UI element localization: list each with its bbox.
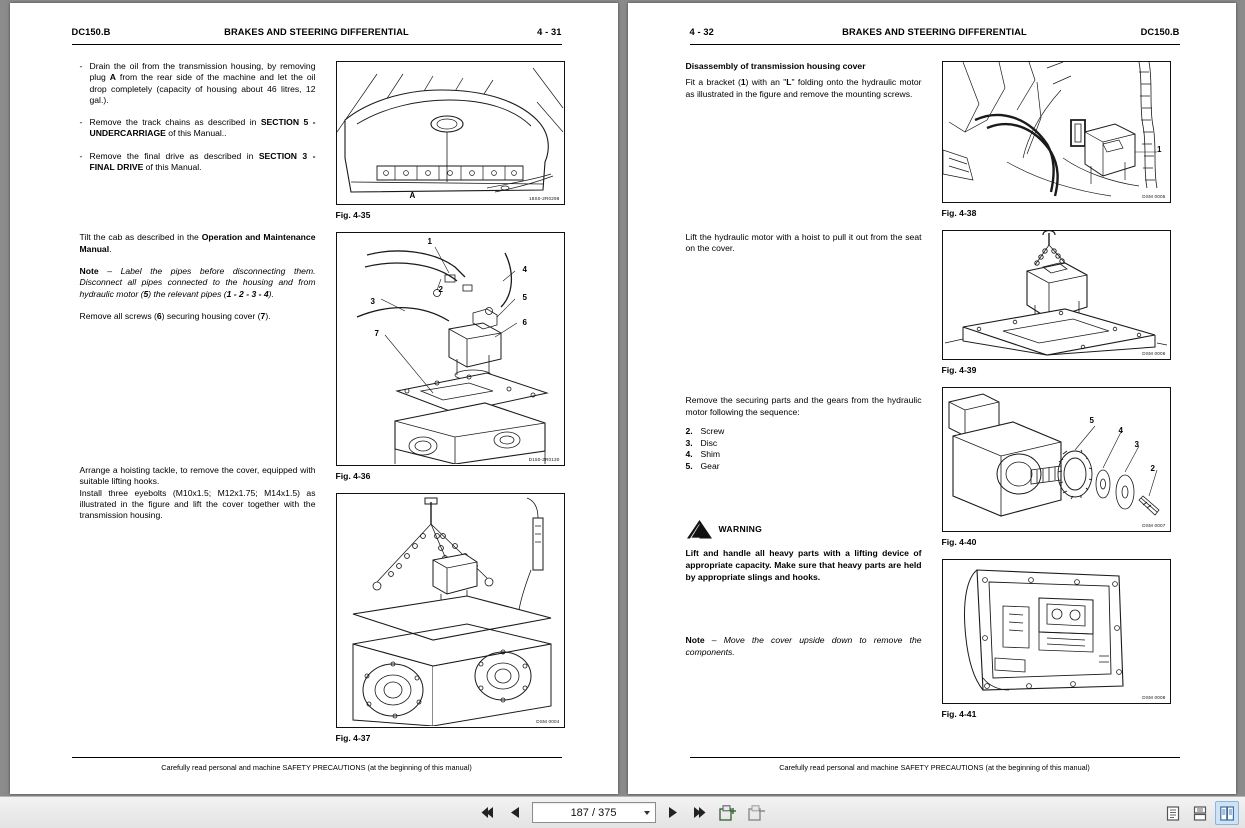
figure-caption-4-37: Fig. 4-37: [335, 733, 371, 743]
sequence-item: [686, 461, 922, 473]
illustration-machine-rear: [337, 62, 564, 203]
figure-image-4-39: [942, 230, 1171, 360]
illustration-gear-shim-disc-screw: [943, 388, 1169, 530]
illustration-bracket-on-motor: [943, 62, 1169, 201]
figure-image-4-40: [942, 387, 1171, 532]
left-page-figure-column: [336, 61, 565, 755]
sequence-label: Gear: [700, 460, 720, 471]
sequence-item: [686, 438, 922, 450]
figure-4-38: [942, 61, 1171, 218]
header-pagenum-right: 4 - 32: [689, 27, 714, 37]
page-navigation-group: [478, 802, 768, 823]
paragraph-note-pipes: Note – Label the pipes before disconnecting them. Disconnect all pipes connected to the housing and from hydraulic motor (5) the relevant pipes (1 - 2 - 3 - 4).: [79, 265, 316, 299]
header-pagenum-left: 4 - 31: [537, 27, 562, 37]
header-model-right: DC150.B: [1140, 27, 1180, 37]
figure-image-4-36: [336, 232, 565, 466]
sequence-number: 2.: [685, 426, 693, 437]
callout-1: 1: [1157, 145, 1162, 154]
bullet-text: Remove the track chains as described in SECTION 5 - UNDERCARRIAGE of this Manual..: [89, 117, 316, 139]
remove-bookmark-icon[interactable]: [746, 803, 768, 823]
bullet-dash: -: [79, 150, 83, 161]
figure-code-4-38: DSM 0005: [1142, 194, 1166, 199]
sequence-list: [686, 426, 922, 472]
callout-4: 4: [1118, 426, 1123, 435]
callout-2: 2: [438, 285, 443, 294]
first-page-icon[interactable]: [478, 803, 498, 823]
figure-4-39: [942, 230, 1171, 375]
figure-code-4-39: DSM 0006: [1142, 351, 1166, 356]
callout-4: 4: [522, 265, 527, 274]
figure-image-4-38: [942, 61, 1171, 203]
sequence-item: [686, 449, 922, 461]
warning-header: [686, 519, 922, 539]
paragraph-fit-bracket: Fit a bracket (1) with an "L" folding onto the hydraulic motor as illustrated in the figure and remove the mounting screws.: [685, 77, 922, 99]
paragraph-note-cover: Note – Move the cover upside down to remove the components.: [685, 635, 922, 657]
page-left[interactable]: [10, 3, 618, 794]
left-bullet-list: [80, 61, 316, 173]
paragraph-remove-parts: Remove the securing parts and the gears from the hydraulic motor following the sequence:: [685, 395, 922, 417]
figure-image-4-41: [942, 559, 1171, 704]
single-page-view-button[interactable]: [1161, 801, 1185, 825]
figure-image-4-35: [336, 61, 565, 205]
figure-image-4-37: [336, 493, 565, 728]
page-right[interactable]: [628, 3, 1236, 794]
sequence-number: 4.: [685, 449, 693, 460]
figure-caption-4-41: Fig. 4-41: [941, 709, 977, 719]
figure-caption-4-40: Fig. 4-40: [941, 537, 977, 547]
figure-4-41: [942, 559, 1171, 719]
page-footer-right: Carefully read personal and machine SAFETY PRECAUTIONS (at the beginning of this manual): [690, 757, 1180, 772]
next-page-icon[interactable]: [663, 803, 683, 823]
illustration-cover-upside-down: [943, 560, 1169, 702]
callout-A: A: [409, 191, 416, 200]
bullet-item: [80, 61, 316, 106]
facing-pages-view-button[interactable]: [1215, 801, 1239, 825]
callout-6: 6: [522, 318, 527, 327]
sequence-number: 3.: [685, 437, 693, 448]
section-title: Disassembly of transmission housing cover: [685, 61, 866, 71]
figure-code-4-37: DSM 0004: [536, 719, 560, 724]
header-model-left: DC150.B: [71, 27, 111, 37]
bullet-item: [80, 117, 316, 140]
bullet-text: Drain the oil from the transmission housing, by removing plug A from the rear side of the machine and let the oil drop completely (capacity of housing about 46 litres, 12 gal.).: [89, 61, 316, 105]
paragraph-remove-screws: Remove all screws (6) securing housing cover (7).: [79, 310, 271, 321]
bullet-text: Remove the final drive as described in SECTION 3 - FINAL DRIVE of this Manual.: [89, 150, 316, 173]
figure-caption-4-39: Fig. 4-39: [941, 365, 977, 375]
page-number-value: 187 / 375: [570, 806, 617, 819]
bullet-item: [80, 151, 316, 174]
warning-triangle-icon: [686, 519, 713, 539]
warning-label: WARNING: [718, 523, 763, 534]
paragraph-hoisting-tackle: Arrange a hoisting tackle, to remove the cover, equipped with suitable lifting hooks.: [79, 465, 316, 487]
figure-code-4-40: DSM 0007: [1142, 523, 1166, 528]
illustration-hoisting-cover: [337, 494, 564, 726]
sequence-number: 5.: [685, 460, 693, 471]
callout-3: 3: [1134, 440, 1139, 449]
figure-code-4-41: DSM 0008: [1142, 695, 1166, 700]
figure-4-36: [336, 232, 565, 481]
sequence-label: Screw: [700, 426, 725, 437]
bullet-dash: -: [79, 61, 83, 71]
callout-2: 2: [1150, 464, 1155, 473]
illustration-housing-cover-exploded: [337, 233, 564, 464]
header-title-right: BRAKES AND STEERING DIFFERENTIAL: [842, 27, 1027, 37]
page-number-select[interactable]: [532, 802, 656, 823]
callout-3: 3: [370, 297, 375, 306]
previous-page-icon[interactable]: [505, 803, 525, 823]
callout-5: 5: [522, 293, 527, 302]
callout-1: 1: [427, 237, 432, 246]
bullet-dash: -: [79, 117, 83, 128]
add-bookmark-icon[interactable]: [717, 803, 739, 823]
sequence-label: Disc: [700, 437, 718, 448]
view-mode-group: [1161, 801, 1239, 825]
figure-code-4-36: D150-2R0130: [528, 457, 560, 462]
paragraph-eyebolts: Install three eyebolts (M10x1.5; M12x1.75; M14x1.5) as illustrated in the figure and lift the cover together with the transmission housing.: [79, 487, 316, 521]
paragraph-tilt-cab: Tilt the cab as described in the Operation and Maintenance Manual.: [79, 232, 316, 254]
bottom-toolbar: [0, 796, 1245, 828]
figure-code-4-35: 18S0-2R0298: [528, 196, 560, 201]
right-page-figure-column: [942, 61, 1171, 731]
continuous-view-button[interactable]: [1188, 801, 1212, 825]
page-header-right: [690, 27, 1180, 45]
last-page-icon[interactable]: [690, 803, 710, 823]
figure-4-40: [942, 387, 1171, 547]
callout-5: 5: [1089, 416, 1094, 425]
figure-caption-4-35: Fig. 4-35: [335, 210, 371, 220]
figure-4-35: [336, 61, 565, 220]
right-page-text-column: [686, 61, 922, 669]
sequence-label: Shim: [700, 449, 721, 460]
header-title-left: BRAKES AND STEERING DIFFERENTIAL: [224, 27, 409, 37]
page-header-left: [72, 27, 562, 45]
left-page-text-column: [80, 61, 316, 533]
sequence-item: [686, 426, 922, 438]
callout-7: 7: [374, 329, 379, 338]
warning-text: Lift and handle all heavy parts with a lifting device of appropriate capacity. Make sure that heavy parts are held by appropriate slings and hooks.: [685, 548, 922, 582]
chevron-down-icon: [644, 811, 650, 815]
page-footer-left: Carefully read personal and machine SAFETY PRECAUTIONS (at the beginning of this manual): [72, 757, 562, 772]
figure-4-37: [336, 493, 565, 743]
figure-caption-4-36: Fig. 4-36: [335, 471, 371, 481]
figure-caption-4-38: Fig. 4-38: [941, 208, 977, 218]
paragraph-lift-motor: Lift the hydraulic motor with a hoist to pull it out from the seat on the cover.: [685, 231, 922, 254]
illustration-motor-lift: [943, 231, 1169, 358]
